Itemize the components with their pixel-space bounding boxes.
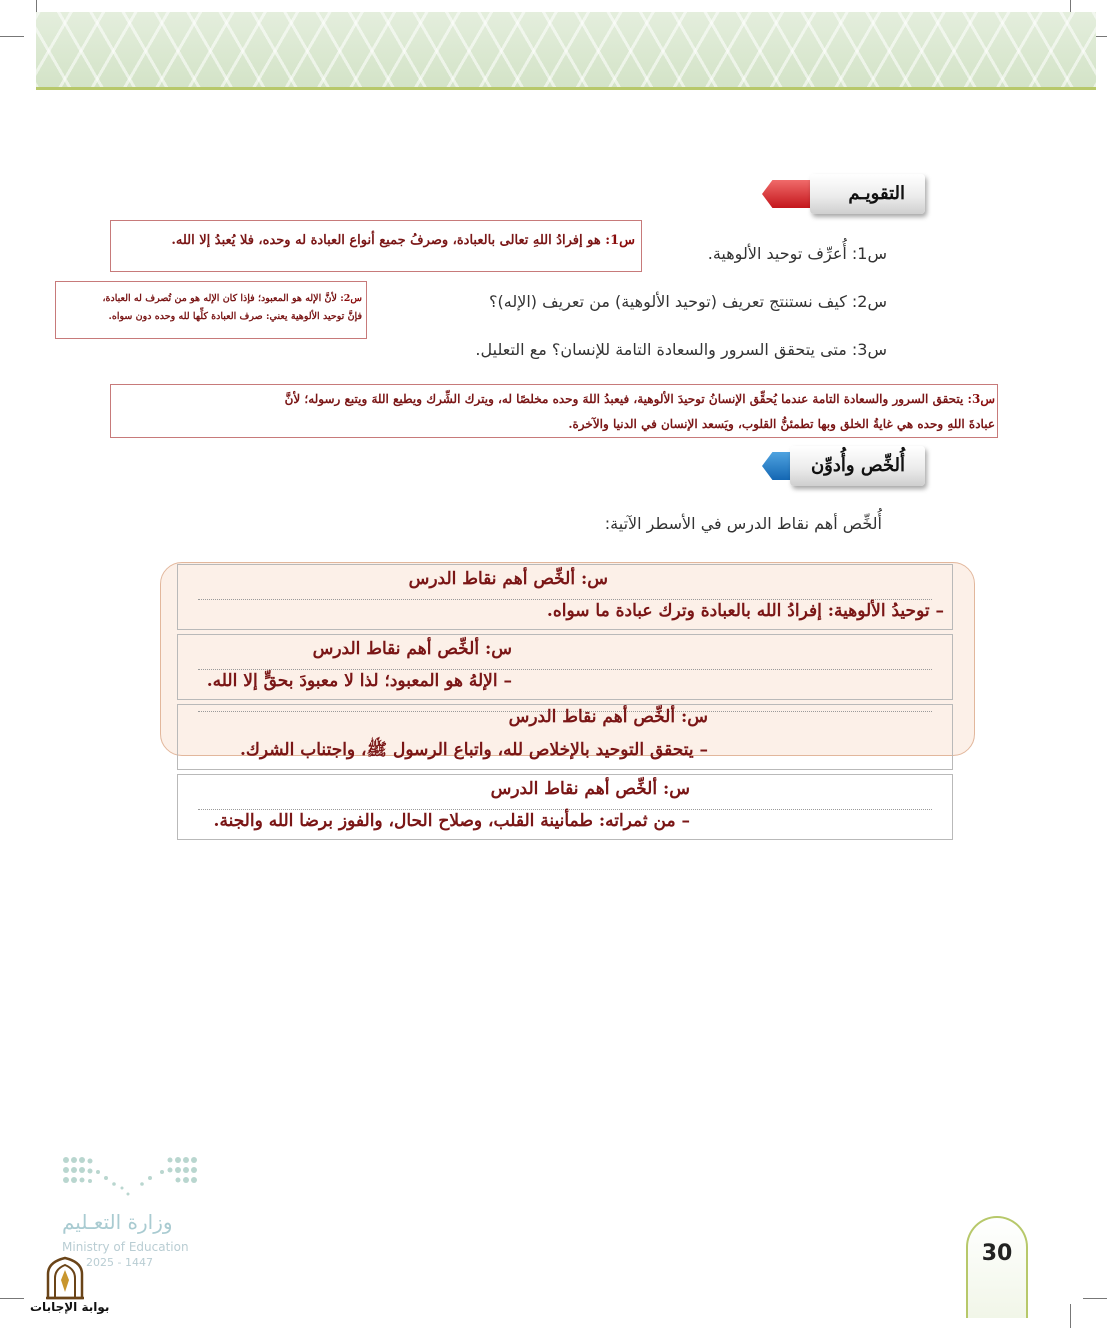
ministry-logo-icon	[62, 1154, 198, 1200]
page-number: 30	[966, 1216, 1028, 1318]
portal-logo-icon	[44, 1256, 86, 1300]
writing-line	[198, 809, 932, 810]
ministry-name-english: Ministry of Education	[62, 1240, 189, 1254]
summary-box-3	[177, 704, 953, 770]
summary-box-point: – الإلهُ هو المعبود؛ لذا لا معبودَ بحقٍّ إلا الله.	[206, 671, 512, 691]
answer-3-label: س3:	[967, 392, 995, 406]
summary-box-title: س: ألخِّص أهم نقاط الدرس	[312, 639, 512, 659]
summary-box-title: س: ألخِّص أهم نقاط الدرس	[408, 569, 608, 589]
ministry-name-arabic: وزارة التعـليم	[62, 1210, 173, 1234]
crop-mark	[1070, 1304, 1071, 1328]
portal-name: بوابة الإجابات	[30, 1300, 110, 1314]
section-title-summary-text: أُلخِّص وأُدوِّن	[810, 455, 905, 476]
answer-2-line-1	[60, 290, 362, 308]
summary-box-4	[177, 774, 953, 840]
answer-1-text: هو إفرادُ اللهِ تعالى بالعبادة، وصرفُ جميع أنواع العبادة له وحده، فلا يُعبدُ إلا الله.	[171, 233, 601, 248]
crop-mark	[1083, 1298, 1107, 1299]
summary-box-point: – يتحقق التوحيد بالإخلاص لله، واتباع الرسول ﷺ، واجتناب الشرك.	[239, 740, 708, 760]
edition-year: 2025 - 1447	[86, 1256, 153, 1269]
answer-3-line-2: عبادةَ اللهِ وحده هي غايةُ الخلق وبها تطمئنُّ القلوب، ويَسعد الإنسان في الدنيا والآخرة.	[568, 417, 995, 431]
crop-mark	[0, 36, 24, 37]
section-title-evaluation	[810, 174, 925, 214]
answer-2-box	[55, 281, 367, 339]
summary-box-1	[177, 564, 953, 630]
writing-line	[198, 599, 932, 600]
section-title-summary	[790, 446, 925, 486]
summary-box-title: س: ألخِّص أهم نقاط الدرس	[490, 779, 690, 799]
summary-box-title: س: ألخِّص أهم نقاط الدرس	[508, 707, 708, 727]
answer-1-label: س1:	[605, 233, 635, 248]
answer-1-box	[110, 220, 642, 272]
summary-box-2	[177, 634, 953, 700]
crop-mark	[0, 1298, 24, 1299]
section-title-evaluation-text: التقويـم	[848, 183, 905, 204]
question-1: س1: أُعرِّف توحيد الألوهية.	[707, 244, 887, 263]
writing-line	[198, 669, 932, 670]
question-2: س2: كيف نستنتج تعريف (توحيد الألوهية) من تعريف (الإله)؟	[489, 292, 887, 311]
answer-3-line-1	[113, 387, 995, 412]
answer-2-label: س2:	[340, 293, 362, 304]
answer-3-text-1: يتحقق السرور والسعادة التامة عندما يُحقِّق الإنسانُ توحيدَ الألوهية، فيعبدُ اللهَ وحده مخلصًا له، ويترك الشِّرك ويطيع اللهَ ويتبع رسوله؛ لأنَّ	[284, 392, 964, 406]
summary-box-point: – من ثمراته: طمأنينة القلب، وصلاح الحال، والفوز برضا الله والجنة.	[213, 811, 690, 831]
summary-instruction: أُلخِّص أهم نقاط الدرس في الأسطر الآتية:	[604, 514, 882, 533]
summary-box-point: – توحيدُ الألوهية: إفرادُ الله بالعبادة وترك عبادة ما سواه.	[546, 601, 944, 621]
answer-2-line-2: فإنَّ توحيد الألوهية يعني: صرف العبادة كلِّها لله وحده دون سواه.	[108, 311, 362, 322]
header-divider	[36, 87, 1096, 90]
header-banner	[36, 12, 1096, 88]
answer-3-box	[110, 384, 998, 438]
answer-2-text-1: لأنَّ الإله هو المعبود؛ فإذا كان الإله هو من تُصرف له العبادة،	[102, 293, 337, 304]
question-3: س3: متى يتحقق السرور والسعادة التامة للإنسان؟ مع التعليل.	[475, 340, 887, 359]
